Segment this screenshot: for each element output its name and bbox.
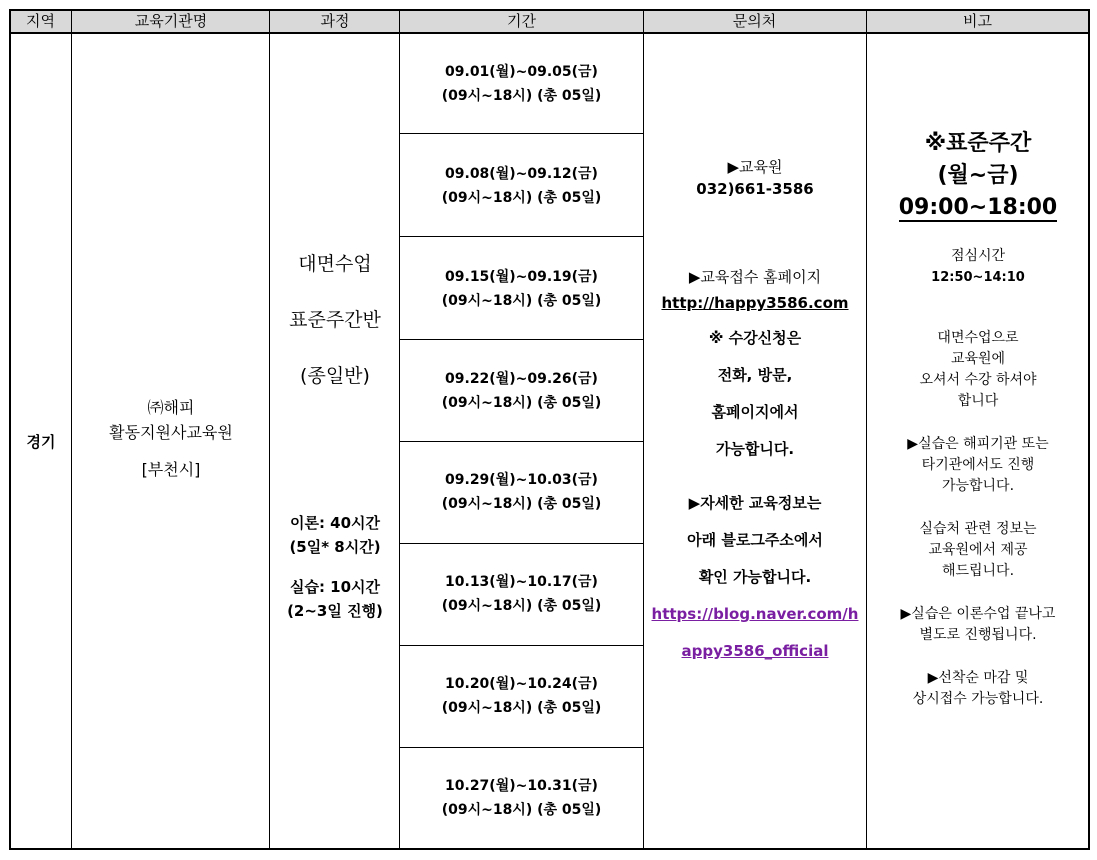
header-institution: 교육기관명: [72, 10, 270, 32]
first-come-line2: 상시접수 가능합니다.: [912, 691, 1044, 707]
detail-line3: 확인 가능합니다.: [698, 568, 812, 586]
period-dates: 10.20(월)~10.24(금): [445, 676, 598, 692]
contact-cell: [644, 156, 866, 670]
standard-week-hours: 09:00~18:00: [898, 195, 1058, 220]
separate-line1: ▶실습은 이론수업 끝나고: [900, 606, 1056, 622]
theory-hours: 이론: 40시간: [289, 514, 381, 532]
notes-cell: [867, 128, 1089, 710]
blog-link-part1[interactable]: https://blog.naver.com/h: [651, 605, 859, 623]
header-period: 기간: [400, 10, 643, 32]
standard-week-title: ※표준주간: [924, 131, 1032, 156]
region-cell: 경기: [26, 433, 56, 451]
row-divider: [400, 339, 643, 340]
header-course: 과정: [270, 10, 400, 32]
period-hours: (09시~18시) (총 05일): [441, 190, 602, 206]
period-row: [400, 468, 643, 516]
practice-line6: 해드립니다.: [941, 563, 1015, 579]
period-hours: (09시~18시) (총 05일): [441, 598, 602, 614]
practice-line5: 교육원에서 제공: [928, 542, 1028, 558]
detail-line2: 아래 블로그주소에서: [687, 531, 823, 549]
period-dates: 10.13(월)~10.17(금): [445, 574, 598, 590]
detail-line1: ▶자세한 교육정보는: [688, 494, 822, 512]
period-hours: (09시~18시) (총 05일): [441, 293, 602, 309]
institution-city: [부천시]: [141, 460, 201, 479]
header-region: 지역: [10, 10, 71, 32]
row-divider: [400, 236, 643, 237]
first-come-line1: ▶선착순 마감 및: [927, 670, 1029, 686]
inperson-line3: 오셔서 수강 하셔야: [919, 372, 1037, 388]
lunch-time: 12:50~14:10: [931, 270, 1025, 285]
period-hours: (09시~18시) (총 05일): [441, 395, 602, 411]
practice-line2: 타기관에서도 진행: [921, 457, 1035, 473]
apply-line4: 가능합니다.: [715, 440, 795, 458]
table-bottom-border: [9, 848, 1090, 850]
standard-week-days: (월~금): [937, 163, 1019, 188]
period-dates: 10.27(월)~10.31(금): [445, 778, 598, 794]
period-dates: 09.01(월)~09.05(금): [445, 64, 598, 80]
practice-line3: 가능합니다.: [941, 478, 1015, 494]
row-divider: [400, 645, 643, 646]
period-row: [400, 265, 643, 313]
apply-line1: ※ 수강신청은: [708, 329, 802, 347]
period-row: [400, 672, 643, 720]
homepage-label: ▶교육접수 홈페이지: [688, 268, 822, 286]
col-divider: [399, 9, 400, 850]
institution-name-line1: ㈜해피: [147, 398, 195, 417]
table-left-border: [9, 9, 11, 850]
course-name-2: 표준주간반: [289, 309, 381, 331]
separate-line2: 별도로 진행됩니다.: [919, 627, 1037, 643]
practice-line1: ▶실습은 해피기관 또는: [907, 436, 1049, 452]
apply-line3: 홈페이지에서: [711, 403, 799, 421]
course-hours: [270, 511, 400, 623]
period-row: [400, 774, 643, 822]
header-contact: 문의처: [643, 10, 866, 32]
period-row: [400, 162, 643, 210]
theory-detail: (5일* 8시간): [289, 538, 381, 556]
homepage-link[interactable]: http://happy3586.com: [661, 294, 849, 312]
period-dates: 09.15(월)~09.19(금): [445, 269, 598, 285]
row-divider: [400, 133, 643, 134]
course-name-3: (종일반): [300, 365, 370, 387]
blog-link-part2[interactable]: appy3586_official: [681, 642, 829, 660]
period-row: [400, 60, 643, 108]
practice-detail: (2~3일 진행): [287, 602, 383, 620]
inperson-line4: 합니다: [957, 393, 999, 409]
period-hours: (09시~18시) (총 05일): [441, 496, 602, 512]
row-divider: [400, 543, 643, 544]
practice-line4: 실습처 관련 정보는: [919, 521, 1037, 537]
institution-name-line2: 활동지원사교육원: [109, 423, 233, 442]
institution-cell: [72, 395, 270, 482]
period-hours: (09시~18시) (총 05일): [441, 802, 602, 818]
office-phone: 032)661-3586: [696, 180, 814, 198]
practice-hours: 실습: 10시간: [289, 578, 381, 596]
header-bottom-border: [9, 32, 1090, 34]
period-hours: (09시~18시) (총 05일): [441, 88, 602, 104]
table-top-border: [9, 9, 1090, 11]
office-label: ▶교육원: [727, 158, 783, 176]
header-notes: 비고: [866, 10, 1089, 32]
inperson-line2: 교육원에: [950, 351, 1006, 367]
course-cell: [270, 250, 400, 390]
lunch-label: 점심시간: [950, 248, 1006, 264]
row-divider: [400, 747, 643, 748]
period-row: [400, 570, 643, 618]
course-name-1: 대면수업: [298, 253, 372, 275]
period-dates: 09.22(월)~09.26(금): [445, 371, 598, 387]
period-row: [400, 367, 643, 415]
inperson-line1: 대면수업으로: [937, 330, 1019, 346]
period-dates: 09.29(월)~10.03(금): [445, 472, 598, 488]
period-dates: 09.08(월)~09.12(금): [445, 166, 598, 182]
row-divider: [400, 441, 643, 442]
apply-line2: 전화, 방문,: [717, 366, 793, 384]
period-hours: (09시~18시) (총 05일): [441, 700, 602, 716]
